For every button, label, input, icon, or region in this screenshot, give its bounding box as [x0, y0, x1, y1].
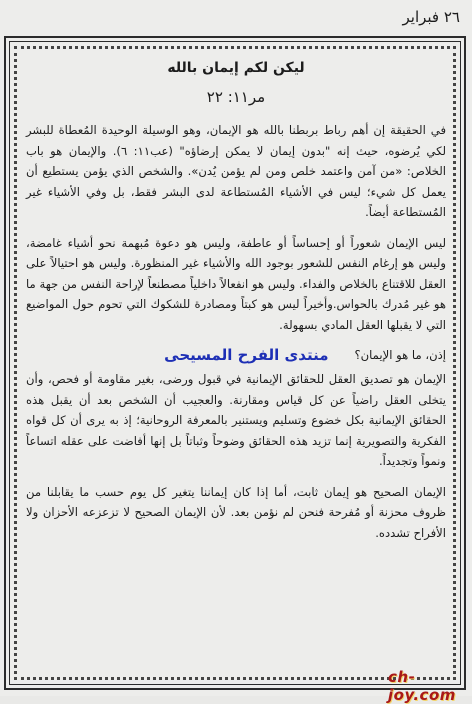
scripture-reference: مر١١: ٢٢: [206, 88, 266, 106]
forum-watermark: منتدى الفرح المسيحى: [164, 346, 329, 364]
question-text: إذن، ما هو الإيمان؟: [354, 348, 446, 362]
paragraph-4: الإيمان الصحيح هو إيمان ثابت، أما إذا كان إيماننا يتغير كل يوم حسب ما يقابلنا من ظروف محزنة أو مُفرحة فنحن لم نؤمن بعد. لأن الإيمان الصحيح لا تزعزعه الأحزان ولا الأفراح تشدده.: [26, 484, 446, 540]
paragraph-3: الإيمان هو تصديق العقل للحقائق الإيمانية في قبول ورضى، بغير مقاومة أو فحص، وأن يتخلى العقل راضياً عن كل قياس ومقارنة. والعجيب أن الشخص بعد أن يقبل هذه الحقائق الإيمانية بكل خضوع وتسليم ويستنير بالمعرفة الروحانية؛ إذ به يرى أن كل قواه الفكرية والتصويرية إنما تزيد هذه الحقائق وضوحاً وثباتاً بل إنها أفاضت على عقله اتساعاً ونمواً وتجديداً.: [26, 372, 446, 468]
site-logo: ch-joy.com: [388, 668, 456, 704]
paragraph-2: ليس الإيمان شعوراً أو إحساساً أو عاطفة، وليس هو دعوة مُبهمة نحو أشياء غامضة، وليس هو إرغام النفس للشعور بوجود الله والأشياء غير المنظورة. وليس هو احتيالاً على العقل للاقتناع بالخلاص والفداء. وليس هو انفعالاً داخلياً مصطنعاً لإراحة النفس من جهة ما هو غير مُدرك بالحواس.وأخيراً ليس هو كبتاً ومصادرة للشكوك التي تحوم حول المواضيع التي لا يقبلها العقل المادي بسهولة.: [26, 235, 446, 332]
question-line: [26, 345, 446, 365]
page-date: ٢٦ فبراير: [402, 8, 460, 26]
page-title: ليكن لكم إيمان بالله: [167, 60, 305, 76]
page-content: [26, 58, 446, 553]
paragraph-1: في الحقيقة إن أهم رباط بربطنا بالله هو الإيمان، وهو الوسيلة الوحيدة المُعطاة للبشر لكي يُرضوه، حيث إنه "بدون إيمان لا يمكن إرضاؤه" (عب١١: ٦). والإيمان هو باب الخلاص: «من آمن واعتمد خلص ومن لم يؤمن يُدن». والشخص الذي يؤمن يستطيع أن يعمل كل شيء؛ ليس في الأشياء المُستطاعة لدى البشر فقط، بل وفي الأشياء غير المُستطاعة أيضاً.: [26, 123, 446, 219]
